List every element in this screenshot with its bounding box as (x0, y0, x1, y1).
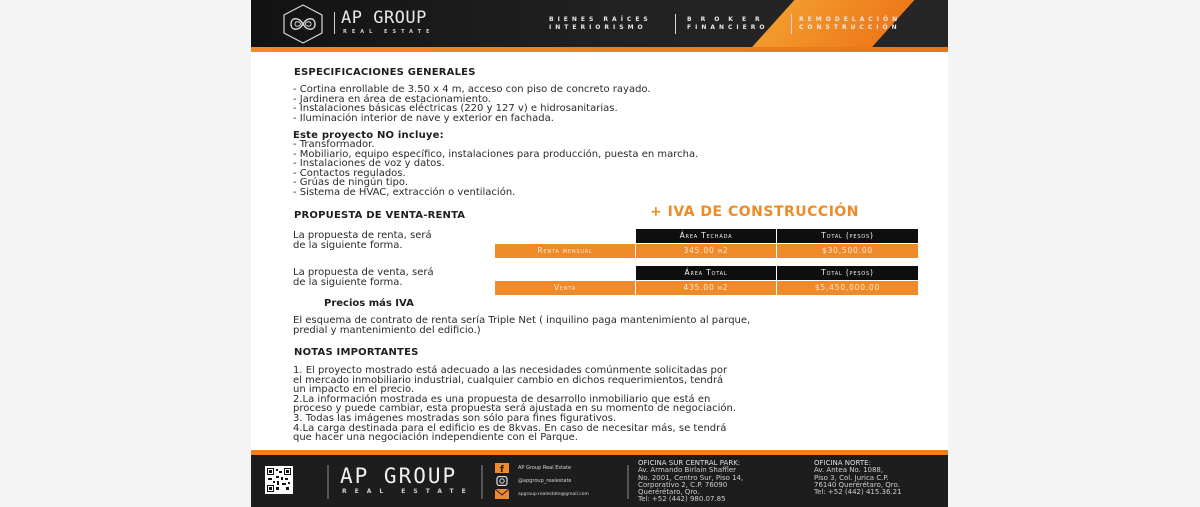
facebook-handle[interactable]: AP Group Real Estate (518, 465, 572, 471)
specs-item: - Jardinera en área de estacionamiento. (293, 93, 491, 105)
not-included-item: - Grúas de ningún tipo. (293, 177, 409, 189)
note-line: el mercado inmobiliario industrial, cualquier cambio en dichos requerimientos, tendrá (293, 374, 724, 386)
sale-table (495, 266, 919, 296)
rent-description: La propuesta de renta, será de la siguiente forma. (293, 230, 432, 251)
not-included-item: - Transformador. (293, 139, 375, 150)
header-orange-stripe (251, 47, 948, 52)
row-label: Venta (495, 281, 635, 295)
not-included-item: - Instalaciones de voz y datos. (293, 158, 445, 170)
footer-divider (327, 465, 329, 499)
notes-list (293, 366, 736, 443)
specs-title: ESPECIFICACIONES GENERALES (294, 67, 476, 78)
area-value: 435.00 m2 (636, 281, 776, 295)
specs-item: - Iluminación interior de nave y exterior en fachada. (293, 112, 554, 124)
contract-note: El esquema de contrato de renta sería Triple Net ( inquilino paga mantenimiento al parque, predial y mantenimiento del edificio.) (293, 315, 751, 336)
proposal-title: PROPUESTA DE VENTA-RENTA (294, 210, 466, 221)
footer-divider (627, 465, 629, 499)
facebook-icon[interactable] (495, 463, 509, 473)
brand-subtitle: REAL ESTATE (343, 29, 435, 35)
iva-note: + IVA DE CONSTRUCCIÓN (650, 204, 860, 220)
footer-divider (481, 465, 483, 499)
service-bienes-raices: BIENES RAÍCES INTERIORISMO (549, 16, 652, 31)
note-line: un impacto en el precio. (293, 384, 415, 396)
rent-table-header (495, 229, 919, 243)
column-header: Área Total (636, 266, 776, 280)
qr-pattern (267, 468, 291, 492)
sale-table-header (495, 266, 919, 280)
not-included-item: - Mobiliario, equipo específico, instalaciones para producción, puesta en marcha. (293, 148, 699, 160)
logo-divider (334, 12, 335, 34)
office-north-title: OFICINA NORTE: (814, 459, 871, 467)
not-included-item: - Sistema de HVAC, extracción o ventilación. (293, 186, 516, 198)
footer-brand-name: AP GROUP (340, 464, 458, 488)
office-south: OFICINA SUR CENTRAL PARK: Av. Armando Birlain Shaffler No. 2001, Centro Sur, Piso 14, Corporativo 2, C.P. 76090 Querérétaro, Qro. Tel: +52 (442) 980.07.85 (638, 459, 744, 504)
note-line: 1. El proyecto mostrado está adecuado a las necesidades comúnmente solicitadas por (293, 365, 728, 376)
notes-title: NOTAS IMPORTANTES (294, 347, 419, 358)
row-label: Renta mensual (495, 244, 635, 258)
prices-note: Precios más IVA (324, 298, 414, 309)
service-remodelacion: REMODELACIÓN CONSTRUCCIÓN (799, 16, 902, 31)
not-included-title: Este proyecto NO incluye: (293, 130, 444, 141)
not-included-item: - Contactos regulados. (293, 167, 406, 179)
service-divider (791, 14, 792, 34)
office-south-title: OFICINA SUR CENTRAL PARK: (638, 459, 741, 467)
email-address[interactable]: apgroup.realestate@gmail.com (518, 492, 589, 497)
document-footer (251, 455, 948, 507)
rent-table (495, 229, 919, 259)
sale-table-row (495, 281, 919, 295)
service-divider (675, 14, 676, 34)
note-line: proceso y puede cambiar, esta propuesta será ajustada en su momento de negociación. (293, 403, 737, 415)
not-included-list (293, 140, 698, 198)
document-header (251, 0, 948, 47)
total-value: $30,500.00 (777, 244, 918, 258)
rent-table-row (495, 244, 919, 258)
total-value: $5,450,000.00 (777, 281, 918, 295)
column-header: Área Techada (636, 229, 776, 243)
specs-item: - Instalaciones básicas eléctricas (220 y 127 v) e hidrosanitarias. (293, 103, 618, 115)
property-proposal-document (251, 0, 948, 507)
specs-list (293, 85, 651, 123)
area-value: 345.00 m2 (636, 244, 776, 258)
service-broker: BROKER FINANCIERO (687, 16, 769, 31)
note-line: 4.La carga destinada para el edificio es de 8kvas. En caso de necesitar más, se tendrá (293, 422, 727, 434)
footer-brand-subtitle: REAL ESTATE (342, 488, 474, 495)
email-icon[interactable] (495, 489, 509, 499)
note-line: que hacer una negociación independiente con el Parque. (293, 432, 578, 444)
column-header: Total (pesos) (777, 229, 918, 243)
note-line: 3. Todas las imágenes mostradas son sólo para fines figurativos. (293, 412, 617, 424)
instagram-handle[interactable]: @apgroup_realestate (518, 478, 572, 484)
svg-text:f: f (500, 465, 504, 473)
specs-item: - Cortina enrollable de 3.50 x 4 m, acceso con piso de concreto rayado. (293, 84, 651, 95)
sale-description: La propuesta de venta, será de la siguiente forma. (293, 267, 434, 288)
instagram-icon[interactable] (495, 476, 509, 486)
note-line: 2.La información mostrada es una propuesta de desarrollo inmobiliario que está en (293, 393, 711, 405)
column-header: Total (pesos) (777, 266, 918, 280)
brand-name: AP GROUP (341, 8, 427, 28)
qr-code-icon[interactable] (265, 466, 293, 494)
ap-group-logo-icon (281, 3, 325, 45)
office-north: OFICINA NORTE: Av. Antea No. 1088, Piso 3, Col. Jurica C.P. 76140 Querérétaro, Qro. Tel: +52 (442) 415.36.21 (814, 459, 902, 497)
